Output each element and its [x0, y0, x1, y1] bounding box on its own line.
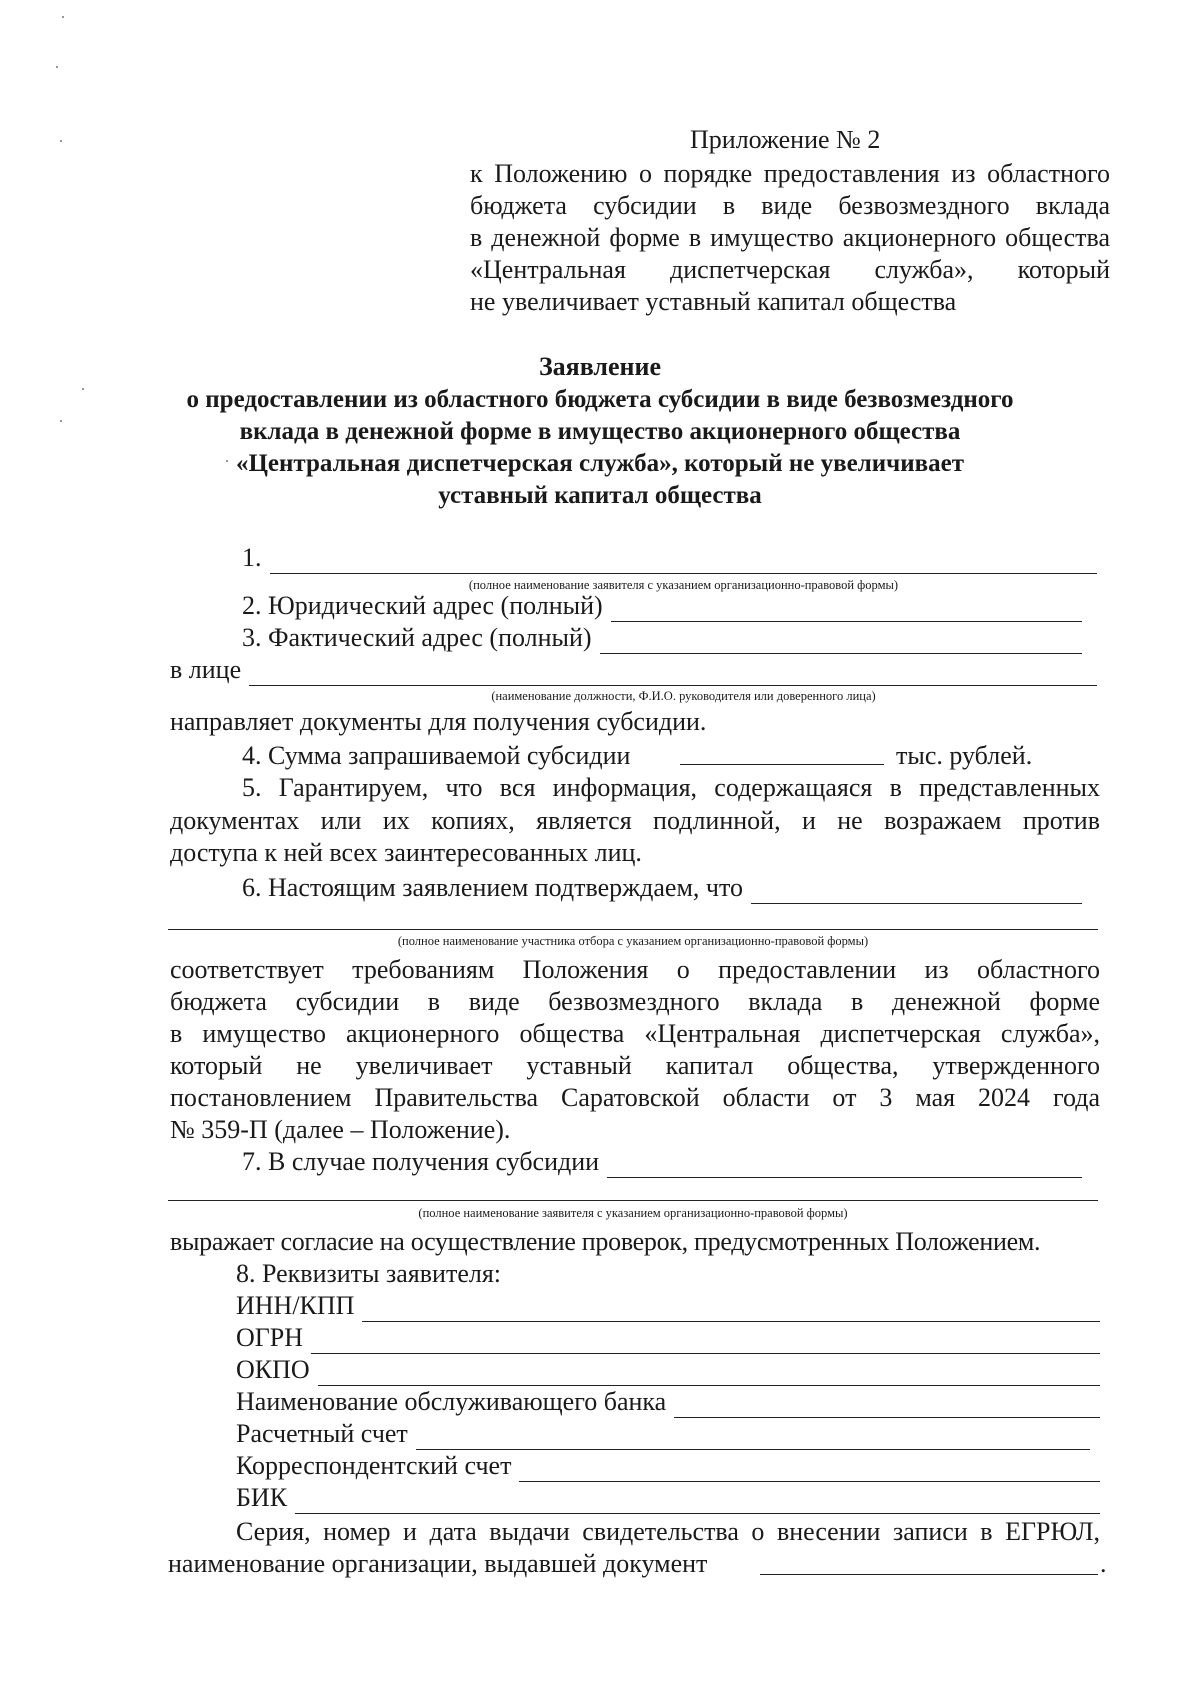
header-line: не увеличивает уставный капитал общества [470, 287, 957, 316]
ogrn-label: ОГРН [236, 1323, 304, 1352]
item-4-label: 4. Сумма запрашиваемой субсидии [242, 741, 631, 770]
settlement-account-line[interactable] [416, 1423, 1090, 1450]
legal-address-field[interactable] [242, 590, 1082, 622]
conformity-line: постановлением Правительства Саратовской области от 3 мая 2024 года [170, 1083, 1100, 1112]
guarantee-line: доступа к ней всех заинтересованных лиц. [170, 838, 642, 867]
settlement-account-field[interactable] [236, 1418, 1090, 1450]
ogrn-field[interactable] [236, 1322, 1100, 1354]
field-caption: (полное наименование участника отбора с указанием организационно-правовой формы) [397, 934, 869, 948]
header-line: «Центральная диспетчерская служба», который [470, 255, 1110, 284]
item-6-label: 6. Настоящим заявлением подтверждаем, что [242, 873, 744, 902]
okpo-line[interactable] [318, 1359, 1100, 1386]
bik-label: БИК [236, 1483, 288, 1512]
okpo-label: ОКПО [236, 1355, 310, 1384]
issuing-organization-line[interactable] [760, 1574, 1098, 1575]
confirmation-field[interactable] [242, 872, 1082, 904]
participant-name-line[interactable] [168, 929, 1098, 930]
egrul-text-line: наименование организации, выдавшей документ [168, 1549, 708, 1578]
representative-field[interactable] [170, 654, 1097, 686]
inn-kpp-field[interactable] [236, 1290, 1100, 1322]
header-line: в денежной форме в имущество акционерного общества [470, 223, 1110, 252]
document-title-line: «Центральная диспетчерская служба», который не увеличивает [235, 450, 965, 477]
applicant-name-field[interactable] [242, 542, 1097, 574]
document-title-line: уставный капитал общества [438, 482, 762, 509]
bik-line[interactable] [295, 1487, 1100, 1514]
representative-line[interactable] [249, 659, 1097, 686]
legal-address-line[interactable] [611, 595, 1082, 622]
subsidy-recipient-line[interactable] [607, 1151, 1082, 1178]
correspondent-account-label: Корреспондентский счет [236, 1451, 512, 1480]
guarantee-line: документах или их копиях, является подлинной, и не возражаем против [170, 806, 1100, 835]
applicant-name-line[interactable] [270, 547, 1098, 574]
consent-text: выражает согласие на осуществление проверок, предусмотренных Положением. [170, 1227, 1041, 1256]
item-1-label: 1. [242, 543, 262, 572]
settlement-account-label: Расчетный счет [236, 1419, 408, 1448]
bank-name-field[interactable] [236, 1386, 1100, 1418]
bank-name-label: Наименование обслуживающего банка [236, 1387, 667, 1416]
document-title: Заявление [538, 352, 662, 381]
field-caption: (полное наименование заявителя с указанием организационно-правовой формы) [468, 578, 899, 592]
correspondent-account-line[interactable] [519, 1455, 1100, 1482]
header-line: бюджета субсидии в виде безвозмездного вклада [470, 191, 1110, 220]
egrul-end-period: . [1100, 1549, 1107, 1578]
field-caption: (наименование должности, Ф.И.О. руководителя или доверенного лица) [491, 689, 876, 703]
conformity-line: бюджета субсидии в виде безвозмездного вклада в денежной форме [170, 987, 1100, 1016]
appendix-number: Приложение № 2 [690, 125, 881, 154]
subsidy-recipient-field[interactable] [242, 1146, 1082, 1178]
confirmation-line[interactable] [751, 877, 1082, 904]
applicant-full-name-line[interactable] [168, 1200, 1098, 1201]
okpo-field[interactable] [236, 1354, 1100, 1386]
bik-field[interactable] [236, 1482, 1100, 1514]
header-line: к Положению о порядке предоставления из областного [470, 159, 1110, 188]
subsidy-amount-line[interactable] [680, 764, 884, 765]
conformity-line: соответствует требованиям Положения о предоставлении из областного [170, 955, 1100, 984]
document-title-line: вклада в денежной форме в имущество акционерного общества [239, 418, 961, 445]
scan-speck [56, 66, 58, 68]
sends-documents-text: направляет документы для получения субсидии. [170, 707, 707, 736]
document-title-line: о предоставлении из областного бюджета субсидии в виде безвозмездного [186, 386, 1014, 413]
conformity-line: № 359-П (далее – Положение). [170, 1115, 511, 1144]
correspondent-account-field[interactable] [236, 1450, 1100, 1482]
inn-kpp-line[interactable] [362, 1295, 1100, 1322]
conformity-line: который не увеличивает уставный капитал общества, утвержденного [170, 1051, 1100, 1080]
scan-speck [62, 16, 64, 18]
bank-name-line[interactable] [674, 1391, 1100, 1418]
scan-speck [60, 140, 62, 142]
item-3-label: 3. Фактический адрес (полный) [242, 623, 592, 652]
conformity-line: в имущество акционерного общества «Центральная диспетчерская служба», [170, 1019, 1100, 1048]
guarantee-line: 5. Гарантируем, что вся информация, содержащаяся в представленных [242, 773, 1100, 802]
actual-address-line[interactable] [600, 627, 1082, 654]
actual-address-field[interactable] [242, 622, 1082, 654]
inn-kpp-label: ИНН/КПП [236, 1291, 355, 1320]
item-7-label: 7. В случае получения субсидии [242, 1147, 600, 1176]
field-caption: (полное наименование заявителя с указанием организационно-правовой формы) [418, 1206, 848, 1220]
ogrn-line[interactable] [311, 1327, 1100, 1354]
item-2-label: 2. Юридический адрес (полный) [242, 591, 603, 620]
item-4-unit: тыс. рублей. [896, 741, 1033, 770]
in-person-label: в лице [170, 655, 242, 684]
egrul-text-line: Серия, номер и дата выдачи свидетельства о внесении записи в ЕГРЮЛ, [236, 1517, 1100, 1546]
item-8-label: 8. Реквизиты заявителя: [236, 1259, 502, 1288]
